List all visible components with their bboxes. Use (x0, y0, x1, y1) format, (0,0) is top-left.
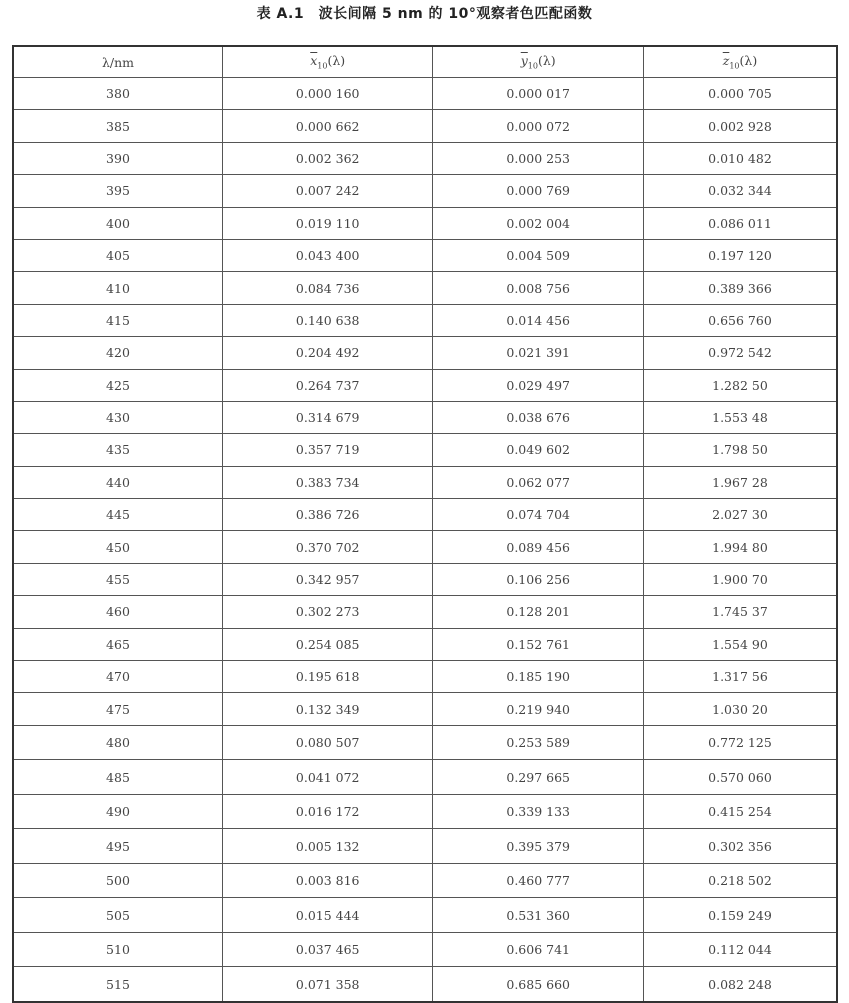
cell-x10: 0.386 726 (222, 499, 432, 531)
cell-x10: 0.007 242 (222, 175, 432, 207)
x-bar-symbol: $\overline{x}$ (310, 53, 318, 69)
z-bar-symbol: $\overline{z}$ (722, 53, 730, 69)
color-matching-table (12, 45, 838, 1003)
cell-x10: 0.000 662 (222, 110, 432, 142)
cell-z10: 0.389 366 (643, 272, 837, 304)
cell-wavelength: 410 (13, 272, 222, 304)
table-row (13, 110, 837, 142)
cell-y10: 0.128 201 (433, 596, 643, 628)
cell-x10: 0.037 465 (222, 932, 432, 967)
cell-wavelength: 475 (13, 693, 222, 725)
cell-z10: 0.002 928 (643, 110, 837, 142)
cell-wavelength: 390 (13, 142, 222, 174)
table-row (13, 898, 837, 933)
table-title: 表 A.1 波长间隔 5 nm 的 10°观察者色匹配函数 (256, 6, 593, 22)
table-row (13, 78, 837, 110)
y-bar-symbol: $\overline{y}$ (520, 53, 528, 69)
cell-z10: 2.027 30 (643, 499, 837, 531)
cell-x10: 0.000 160 (222, 78, 432, 110)
cell-z10: 0.197 120 (643, 239, 837, 271)
cell-y10: 0.253 589 (433, 725, 643, 760)
cell-x10: 0.043 400 (222, 239, 432, 271)
cell-y10: 0.029 497 (433, 369, 643, 401)
cell-z10: 1.994 80 (643, 531, 837, 563)
table-row (13, 693, 837, 725)
cell-y10: 0.219 940 (433, 693, 643, 725)
table-row (13, 794, 837, 829)
cell-y10: 0.339 133 (433, 794, 643, 829)
cell-x10: 0.071 358 (222, 967, 432, 1002)
cell-wavelength: 400 (13, 207, 222, 239)
z-subscript: 10 (729, 61, 740, 71)
header-row (13, 46, 837, 78)
cell-y10: 0.004 509 (433, 239, 643, 271)
table-row (13, 967, 837, 1002)
table-row (13, 596, 837, 628)
cell-z10: 0.082 248 (643, 967, 837, 1002)
table-row (13, 466, 837, 498)
cell-y10: 0.152 761 (433, 628, 643, 660)
cell-x10: 0.383 734 (222, 466, 432, 498)
table-row (13, 932, 837, 967)
header-wavelength: λ/nm (13, 46, 222, 78)
cell-wavelength: 505 (13, 898, 222, 933)
table-row (13, 829, 837, 864)
cell-y10: 0.000 769 (433, 175, 643, 207)
cell-y10: 0.395 379 (433, 829, 643, 864)
cell-y10: 0.002 004 (433, 207, 643, 239)
cell-y10: 0.000 072 (433, 110, 643, 142)
cell-z10: 1.554 90 (643, 628, 837, 660)
cell-wavelength: 490 (13, 794, 222, 829)
table-row (13, 272, 837, 304)
cell-y10: 0.038 676 (433, 401, 643, 433)
header-z10 (643, 46, 837, 78)
cell-z10: 1.900 70 (643, 563, 837, 595)
cell-x10: 0.002 362 (222, 142, 432, 174)
cell-wavelength: 420 (13, 337, 222, 369)
cell-y10: 0.000 017 (433, 78, 643, 110)
cell-y10: 0.106 256 (433, 563, 643, 595)
cell-z10: 0.772 125 (643, 725, 837, 760)
y-arg: (λ) (537, 53, 556, 69)
cell-y10: 0.014 456 (433, 304, 643, 336)
cell-y10: 0.062 077 (433, 466, 643, 498)
cell-x10: 0.370 702 (222, 531, 432, 563)
cell-x10: 0.204 492 (222, 337, 432, 369)
cell-y10: 0.297 665 (433, 760, 643, 795)
cell-z10: 1.967 28 (643, 466, 837, 498)
cell-wavelength: 515 (13, 967, 222, 1002)
cell-wavelength: 500 (13, 863, 222, 898)
table-row (13, 760, 837, 795)
cell-wavelength: 460 (13, 596, 222, 628)
cell-x10: 0.005 132 (222, 829, 432, 864)
cell-wavelength: 480 (13, 725, 222, 760)
cell-wavelength: 485 (13, 760, 222, 795)
table-row (13, 863, 837, 898)
cell-z10: 1.745 37 (643, 596, 837, 628)
cell-wavelength: 470 (13, 661, 222, 693)
cell-x10: 0.314 679 (222, 401, 432, 433)
cell-x10: 0.264 737 (222, 369, 432, 401)
cell-wavelength: 385 (13, 110, 222, 142)
cell-wavelength: 440 (13, 466, 222, 498)
cell-x10: 0.015 444 (222, 898, 432, 933)
cell-wavelength: 445 (13, 499, 222, 531)
cell-z10: 0.032 344 (643, 175, 837, 207)
cell-wavelength: 430 (13, 401, 222, 433)
cell-y10: 0.685 660 (433, 967, 643, 1002)
table-row (13, 239, 837, 271)
cell-z10: 0.086 011 (643, 207, 837, 239)
y-subscript: 10 (527, 61, 538, 71)
cell-y10: 0.089 456 (433, 531, 643, 563)
table-row (13, 531, 837, 563)
cell-y10: 0.021 391 (433, 337, 643, 369)
cell-y10: 0.049 602 (433, 434, 643, 466)
cell-z10: 0.218 502 (643, 863, 837, 898)
cell-x10: 0.357 719 (222, 434, 432, 466)
cell-z10: 1.030 20 (643, 693, 837, 725)
cell-wavelength: 405 (13, 239, 222, 271)
table-row (13, 401, 837, 433)
cell-wavelength: 415 (13, 304, 222, 336)
cell-z10: 1.282 50 (643, 369, 837, 401)
cell-x10: 0.132 349 (222, 693, 432, 725)
table-row (13, 499, 837, 531)
cell-x10: 0.302 273 (222, 596, 432, 628)
cell-x10: 0.140 638 (222, 304, 432, 336)
cell-x10: 0.342 957 (222, 563, 432, 595)
cell-wavelength: 510 (13, 932, 222, 967)
cell-x10: 0.195 618 (222, 661, 432, 693)
cell-z10: 0.972 542 (643, 337, 837, 369)
cell-wavelength: 455 (13, 563, 222, 595)
cell-y10: 0.606 741 (433, 932, 643, 967)
cell-x10: 0.254 085 (222, 628, 432, 660)
cell-wavelength: 425 (13, 369, 222, 401)
cell-z10: 1.798 50 (643, 434, 837, 466)
cell-wavelength: 465 (13, 628, 222, 660)
x-arg: (λ) (327, 53, 346, 69)
cell-wavelength: 450 (13, 531, 222, 563)
table-row (13, 337, 837, 369)
table-row (13, 434, 837, 466)
cell-x10: 0.003 816 (222, 863, 432, 898)
table-row (13, 563, 837, 595)
table-row (13, 369, 837, 401)
cell-y10: 0.185 190 (433, 661, 643, 693)
cell-wavelength: 495 (13, 829, 222, 864)
cell-y10: 0.531 360 (433, 898, 643, 933)
table-row (13, 661, 837, 693)
cell-z10: 0.112 044 (643, 932, 837, 967)
cell-z10: 0.302 356 (643, 829, 837, 864)
cell-x10: 0.084 736 (222, 272, 432, 304)
table-row (13, 207, 837, 239)
table-row (13, 304, 837, 336)
cell-y10: 0.074 704 (433, 499, 643, 531)
cell-z10: 0.159 249 (643, 898, 837, 933)
cell-x10: 0.080 507 (222, 725, 432, 760)
cell-y10: 0.000 253 (433, 142, 643, 174)
header-y10 (433, 46, 643, 78)
cell-wavelength: 435 (13, 434, 222, 466)
cell-x10: 0.041 072 (222, 760, 432, 795)
cell-x10: 0.019 110 (222, 207, 432, 239)
cell-y10: 0.008 756 (433, 272, 643, 304)
cell-wavelength: 380 (13, 78, 222, 110)
cell-z10: 0.656 760 (643, 304, 837, 336)
cell-z10: 0.415 254 (643, 794, 837, 829)
table-row (13, 142, 837, 174)
cell-z10: 0.000 705 (643, 78, 837, 110)
cell-z10: 1.317 56 (643, 661, 837, 693)
x-subscript: 10 (317, 61, 328, 71)
cell-z10: 0.010 482 (643, 142, 837, 174)
table-row (13, 725, 837, 760)
table-row (13, 628, 837, 660)
cell-wavelength: 395 (13, 175, 222, 207)
cell-y10: 0.460 777 (433, 863, 643, 898)
z-arg: (λ) (739, 53, 758, 69)
cell-x10: 0.016 172 (222, 794, 432, 829)
cell-z10: 0.570 060 (643, 760, 837, 795)
table-row (13, 175, 837, 207)
header-x10 (222, 46, 432, 78)
cell-z10: 1.553 48 (643, 401, 837, 433)
